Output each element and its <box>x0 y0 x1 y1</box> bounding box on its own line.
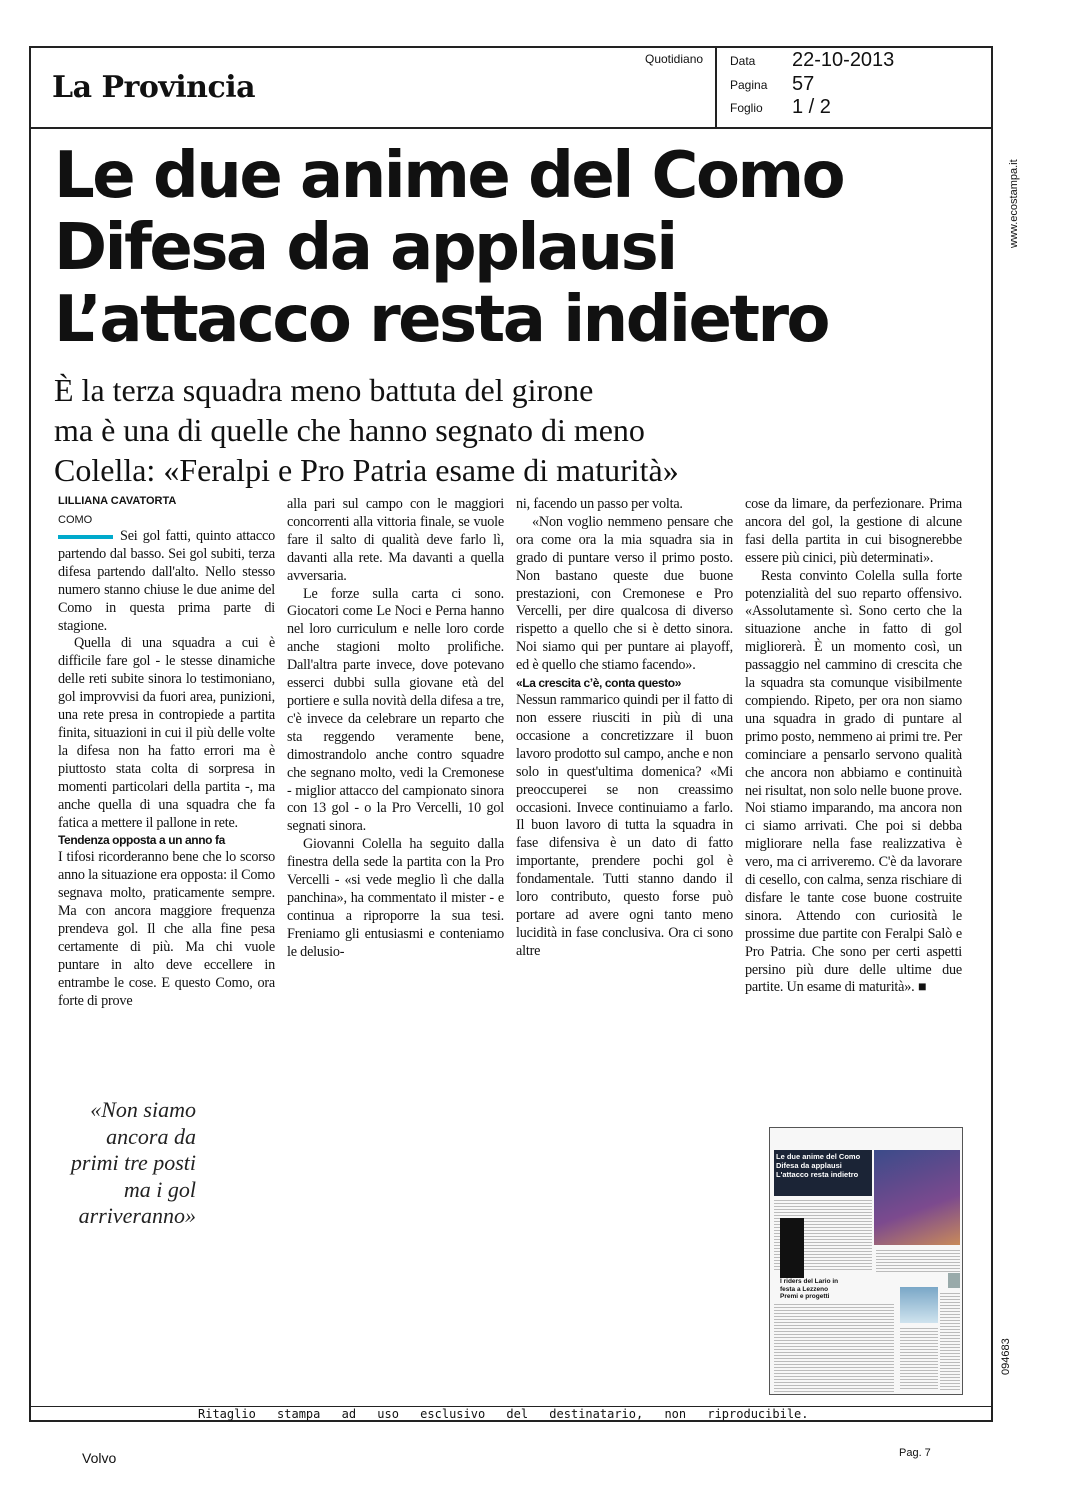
subhead-line-3: Colella: «Feralpi e Pro Patria esame di maturità» <box>54 452 679 488</box>
thumbnail-text-block <box>774 1304 894 1392</box>
section-subhead: Tendenza opposta a un anno fa <box>58 833 225 848</box>
headline <box>54 140 954 356</box>
page-label: Pagina <box>730 78 768 92</box>
sheet-label: Foglio <box>730 101 763 115</box>
date-label: Data <box>730 54 756 68</box>
client-name: Volvo <box>82 1450 117 1466</box>
thumbnail-second-headline: I riders del Lario in festa a Lezzeno Premi e progetti <box>780 1278 839 1300</box>
page-thumbnail <box>769 1127 963 1395</box>
publication-type: Quotidiano <box>645 52 704 66</box>
subheadline <box>54 370 954 490</box>
clip-code: 094683 <box>1000 1338 1012 1375</box>
paragraph: Resta convinto Colella sulla forte potenzialità del suo reparto offensivo. «Assolutamente sì. Sono certo che la situazione anche in fatto di gol migliorerà. È un momento così, un passaggio nel cammino di crescita che la squadra sta comunque visibilmente compiendo. Ripeto, per ora non siamo una squadra in grado di puntare al primo posto, nemmeno ai primi tre. Per cominciare a pensarlo servono qualità che ancora non abbiamo e continuità nei risultat, non solo nelle buone prove. Noi stiamo imparando, ma ancora non ci siamo arrivati. Che poi si debba migliorare nella fase realizzativa è vero, ma ci arriveremo. C'è da lavorare di cesello, con calma, senza rischiare di disfare le tante cose buone costruite sinora. Attendo con curiosità le prossime due partite con Feralpi Salò e Pro Patria. Che sono per certi aspetti persino più dure delle ultime due partite. Un esame di maturità». ■ <box>745 567 962 996</box>
column-4 <box>745 496 962 997</box>
page-number: Pag. 7 <box>899 1447 931 1459</box>
paragraph: I tifosi ricorderanno bene che lo scorso anno la situazione era opposta: il Como segnava molto, praticamente sempre. Ma con ancora maggiore frequenza prendeva gol. Il che alla fine pesa certamente di più. Ma chi vuole puntare in alto deve eccellere in entrambe le cose. E questo Como, ora forte di prove <box>58 849 275 1009</box>
paragraph: Nessun rammarico quindi per il fatto di non essere riusciti in più di una occasione a concretizzare il buon lavoro prodotto sul campo, anche e non solo in quest'ultima domenica? «Mi preoccuperei se non creassimo occasioni. Invece continuiamo a farlo. Il buon lavoro di tutta la squadra in fase difensiva è un dato di fatto importante, prendere pochi gol è fondamentale. Tutti stanno dando il loro contributo, questo forse può portare ad avere ogni tanto meno lucidità in fase conclusiva. Ora ci sono altre <box>516 692 733 959</box>
thumbnail-photo <box>874 1150 960 1245</box>
paragraph: Quella di una squadra a cui è difficile fare gol - le stesse dinamiche delle reti subite sinora lo testimoniano, gol improvvisi da fuori area, punizioni, una rete presa in contropiede a partita finita, situazioni in cui il più delle volte la difesa non ha fatto errori ma è piuttosto stata colta di sorpresa in momenti particolari della partita -, ma anche quella di una squadra che fa fatica a mettere il pallone in rete. <box>58 635 275 831</box>
thumbnail-photo <box>900 1287 938 1323</box>
column-3 <box>516 496 733 961</box>
sheet-value: 1 / 2 <box>792 96 831 118</box>
thumbnail-dark-block <box>780 1218 804 1278</box>
thumbnail-text-block <box>940 1293 960 1391</box>
pull-quote: «Non siamo ancora da primi tre posti ma i gol arriveranno» <box>70 1097 196 1228</box>
paragraph: «Non voglio nemmeno pensare che ora come ora la mia squadra sia in grado di puntare verso il primo posto. Non bastano queste due buone prestazioni, con Cremonese e Pro Vercelli, per dire qualcosa di diverso rispetto a quello che si è detto sinora. Noi siamo qui per puntare ai playoff, ed è quello che stiamo facendo». <box>516 513 733 674</box>
subhead-line-2: ma è una di quelle che hanno segnato di meno <box>54 412 645 448</box>
paragraph: ni, facendo un passo per volta. <box>516 496 683 512</box>
thumbnail-photo <box>948 1273 960 1288</box>
paragraph: Le forze sulla carta ci sono. Giocatori come Le Noci e Perna hanno nel loro curriculum e nelle loro corde anche stagioni molto prolifiche. Dall'altra parte invece, dove potevano esserci dubbi sulla giovane età del portiere e sulla novità della difesa a tre, c'è invece da celebrare un reparto che sta reggendo veramente bene, dimostrandolo anche contro squadre che segnano molto, vedi la Cremonese - miglior attacco del campionato sinora con 13 gol - o la Pro Vercelli, 10 gol segnati sinora. <box>287 585 504 835</box>
date-value: 22-10-2013 <box>792 49 895 71</box>
thumbnail-text-block <box>900 1328 938 1390</box>
headline-line-2: Difesa da applausi <box>54 211 676 285</box>
paragraph: Sei gol fatti, quinto attacco partendo dal basso. Sei gol subiti, terza difesa partendo dall'alto. Nello stesso numero stanno chiuse le due anime del Como in questa prima parte di stagione. <box>58 528 275 634</box>
masthead: La Provincia <box>52 70 256 105</box>
column-2 <box>287 496 504 962</box>
website-watermark: www.ecostampa.it <box>1008 159 1020 248</box>
byline: LILLIANA CAVATORTA <box>58 495 177 507</box>
headline-line-3: L’attacco resta indietro <box>54 283 828 357</box>
thumbnail-headline: Le due anime del Como Difesa da applausi L'attacco resta indietro <box>774 1150 872 1196</box>
paragraph: Giovanni Colella ha seguito dalla finestra della sede la partita con la Pro Vercelli - «si vede meglio lì che dalla panchina», ha commentato il mister - e continua a riproporre la sua tesi. Freniamo gli entusiasmi e conteniamo le delusio- <box>287 836 504 960</box>
column-1 <box>58 528 275 1011</box>
page-value: 57 <box>792 73 815 95</box>
thumbnail-text-block <box>876 1250 960 1274</box>
dateline-city: COMO <box>58 514 93 526</box>
footer-notice: Ritaglio stampa ad uso esclusivo del destinatario, non riproducibile. <box>198 1407 809 1421</box>
subhead-line-1: È la terza squadra meno battuta del girone <box>54 372 594 408</box>
paragraph: alla pari sul campo con le maggiori concorrenti alla vittoria finale, se vuole fare il salto di qualità deve farlo lì, davanti alla rete. Ma davanti a quella avversaria. <box>287 496 504 584</box>
section-subhead: «La crescita c’è, conta questo» <box>516 676 682 691</box>
headline-line-1: Le due anime del Como <box>54 139 844 213</box>
paragraph: cose da limare, da perfezionare. Prima ancora del gol, la gestione di alcune fasi della partita in cui bisognerebbe essere più cinici, più determinati». <box>745 496 962 566</box>
